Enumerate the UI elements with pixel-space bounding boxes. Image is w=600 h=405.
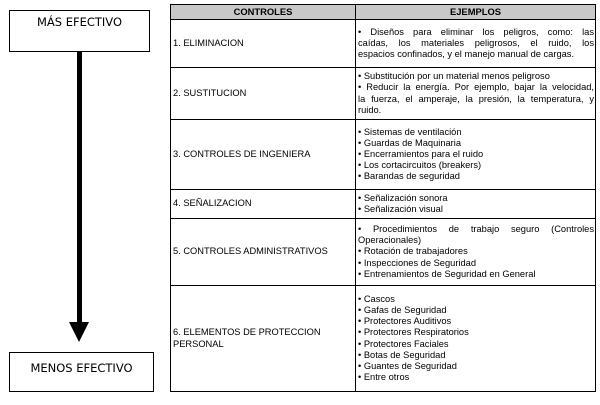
table-row	[171, 219, 596, 286]
effectiveness-arrow-shaft	[77, 52, 82, 324]
control-examples	[356, 190, 596, 219]
control-name: 5. CONTROLES ADMINISTRATIVOS	[171, 219, 356, 286]
arrow-down-icon	[69, 322, 89, 342]
example-line: • Guardas de Maquinaria	[358, 137, 461, 148]
example-line: • Cascos	[358, 294, 395, 305]
example-line: • Protectores Respiratorios	[358, 327, 469, 338]
table-header-row	[171, 5, 596, 20]
control-name: 6. ELEMENTOS DE PROTECCION PERSONAL	[171, 286, 356, 392]
control-examples	[356, 120, 596, 190]
example-line: • Entre otros	[358, 371, 410, 382]
example-line: • Inspecciones de Seguridad	[358, 257, 476, 268]
example-line: • Los cortacircuitos (breakers)	[358, 160, 482, 171]
example-line: • Guantes de Seguridad	[358, 360, 457, 371]
example-line: caídas, los materiales peligrosos, el ruido, los	[358, 37, 594, 48]
example-line: • Reducir la energía. Por ejemplo, bajar la velocidad,	[358, 82, 594, 93]
example-line: • Sistemas de ventilación	[358, 126, 462, 137]
control-name: 3. CONTROLES DE INGENIERA	[171, 120, 356, 190]
example-line: • Rotación de trabajadores	[358, 246, 468, 257]
example-line: • Botas de Seguridad	[358, 349, 446, 360]
most-effective-label: MÁS EFECTIVO	[36, 15, 123, 29]
example-line: ruido.	[358, 104, 382, 115]
least-effective-box	[9, 352, 154, 392]
example-line: • Diseños para eliminar los peligros, como: las	[358, 26, 594, 37]
control-name: 2. SUSTITUCION	[171, 68, 356, 120]
most-effective-box	[9, 10, 150, 52]
example-line: • Gafas de Seguridad	[358, 305, 447, 316]
example-line: • Protectores Auditivos	[358, 316, 452, 327]
table-row	[171, 20, 596, 68]
example-line: Operacionales)	[358, 235, 422, 246]
example-line: espacios confinados, y el manejo manual de cargas.	[358, 49, 575, 60]
table-row	[171, 68, 596, 120]
control-examples	[356, 219, 596, 286]
control-examples	[356, 286, 596, 392]
controls-column-header: CONTROLES	[171, 5, 356, 20]
example-line: la fuerza, el amperaje, la presión, la temperatura, y	[358, 93, 594, 104]
example-line: • Encerramientos para el ruido	[358, 148, 484, 159]
example-line: • Barandas de seguridad	[358, 171, 460, 182]
control-examples	[356, 20, 596, 68]
example-line: • Entrenamientos de Seguridad en General	[358, 268, 536, 279]
table-row	[171, 286, 596, 392]
example-line: • Procedimientos de trabajo seguro (Controles	[358, 224, 594, 235]
example-line: • Señalización sonora	[358, 192, 448, 203]
control-examples	[356, 68, 596, 120]
least-effective-label: MENOS EFECTIVO	[30, 361, 133, 375]
examples-column-header: EJEMPLOS	[356, 5, 596, 20]
example-line: • Protectores Faciales	[358, 338, 449, 349]
table-row	[171, 120, 596, 190]
example-line: • Señalización visual	[358, 204, 443, 214]
control-name: 4. SEÑALIZACION	[171, 190, 356, 219]
example-line: • Substitución por un material menos peligroso	[358, 71, 550, 82]
controls-table	[170, 4, 596, 392]
control-name: 1. ELIMINACION	[171, 20, 356, 68]
table-row	[171, 190, 596, 219]
